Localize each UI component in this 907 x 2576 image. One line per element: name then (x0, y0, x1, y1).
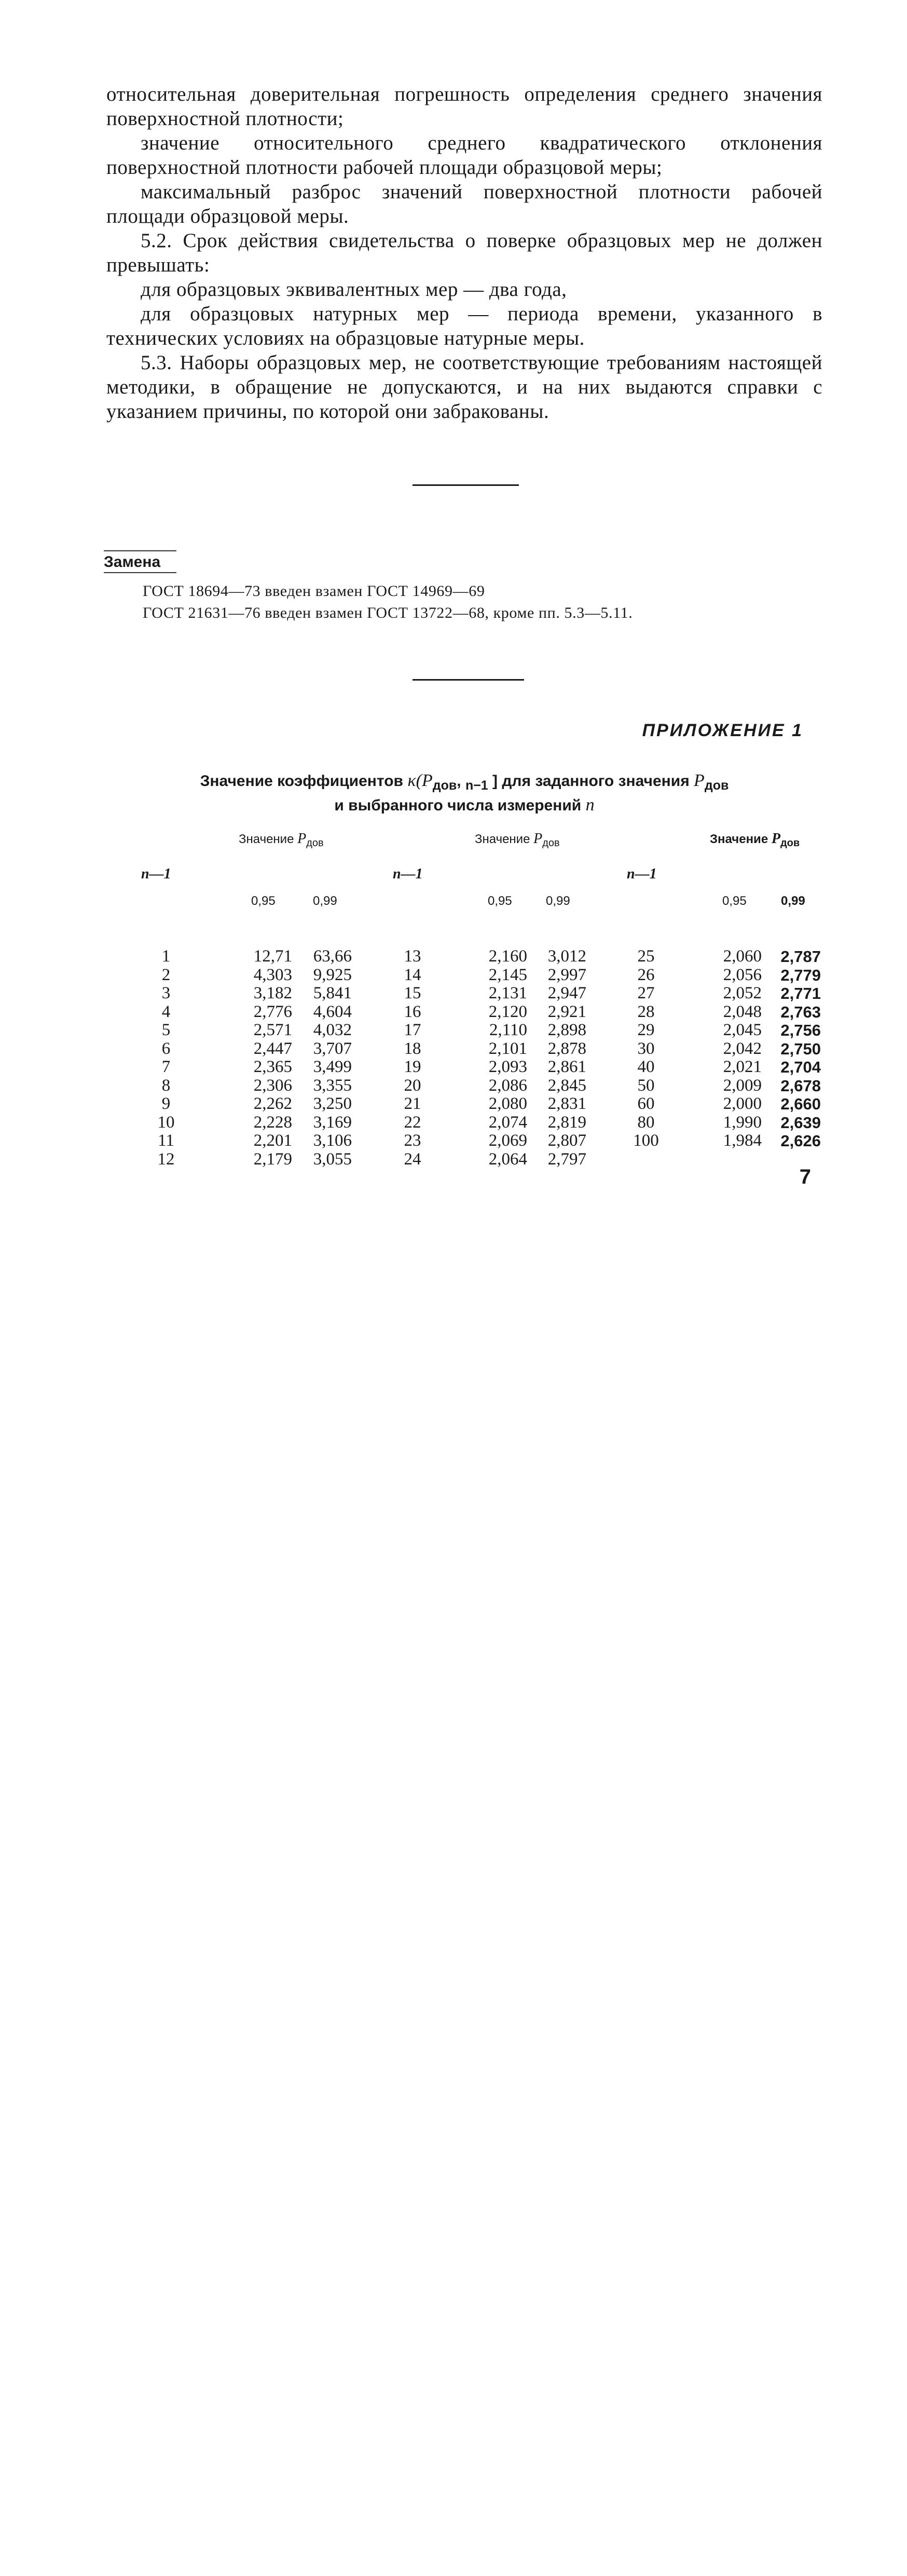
table-cell: 2,086 (488, 1076, 527, 1095)
table-cell: 2,704 (780, 1058, 821, 1076)
table-cell: 28 (637, 1002, 655, 1021)
table-cell: 2,787 (780, 947, 821, 966)
table-caption (106, 771, 822, 816)
group-header-2: Значение $P_{дов}$ (475, 831, 560, 849)
table-cell: 2,639 (780, 1113, 821, 1132)
table-cell: 2,101 (488, 1039, 527, 1058)
table-cell: 2,797 (547, 1149, 586, 1169)
table-cell: 2,763 (780, 1002, 821, 1021)
table-cell: 3,106 (313, 1131, 352, 1150)
prob-095-3: 0,95 (722, 894, 747, 908)
paragraph-2: значение относительного среднего квадратического отклонения поверхностной плотности рабочей площади образцовой меры; (106, 132, 822, 179)
table-cell: 2,021 (723, 1057, 762, 1076)
col-v99-block2 (532, 947, 586, 1169)
col-v95-block1 (238, 947, 292, 1169)
table-cell: 3,182 (253, 984, 292, 1002)
table-cell: 13 (404, 947, 421, 966)
col-v95-block2 (473, 947, 527, 1169)
table-cell: 2,626 (780, 1132, 821, 1150)
table-cell: 3,055 (313, 1149, 352, 1169)
page-number: 7 (799, 1165, 811, 1188)
table-cell: 2,045 (723, 1021, 762, 1039)
table-cell: 25 (637, 947, 655, 966)
table-cell: 2,779 (780, 966, 821, 984)
table-cell: 2,997 (547, 965, 586, 984)
paragraph-1: относительная доверительная погрешность определения среднего значения поверхностной плотности; (106, 83, 822, 130)
col-n-block3 (617, 947, 675, 1150)
table-cell: 80 (637, 1113, 655, 1132)
table-cell: 8 (161, 1076, 171, 1095)
table-cell: 2,074 (488, 1113, 527, 1132)
prob-095-1: 0,95 (251, 894, 276, 908)
table-cell: 50 (637, 1076, 655, 1095)
table-cell: 2 (161, 965, 171, 984)
table-cell: 14 (404, 965, 421, 984)
table-cell: 2,048 (723, 1002, 762, 1021)
table-cell: 2,861 (547, 1057, 586, 1076)
table-cell: 5 (161, 1021, 171, 1039)
paragraph-5-3: 5.3. Наборы образцовых мер, не соответствующие требованиям настоящей методики, в обращение не допускаются, и на них выдаются справки с указанием причины, по которой они забракованы. (106, 351, 822, 423)
appendix-title: ПРИЛОЖЕНИЕ 1 (642, 721, 803, 740)
table-cell: 2,947 (547, 984, 586, 1002)
table-cell: 60 (637, 1094, 655, 1113)
vline-5 (0, 1800, 907, 2119)
table-cell: 6 (161, 1039, 171, 1058)
zamena-heading: Замена (104, 550, 176, 573)
table-cell: 3,707 (313, 1039, 352, 1058)
group-header-3: Значение $P_{дов}$ (710, 831, 800, 849)
table-cell: 2,060 (723, 947, 762, 966)
table-cell: 2,898 (547, 1021, 586, 1039)
table-cell: 2,009 (723, 1076, 762, 1095)
table-cell: 2,845 (547, 1076, 586, 1095)
table-caption-line-2: и выбранного числа измерений n (334, 795, 595, 815)
table-cell: 22 (404, 1113, 421, 1132)
table-cell: 2,120 (488, 1002, 527, 1021)
table-cell: 2,110 (489, 1021, 527, 1039)
table-cell: 1 (161, 947, 171, 966)
table-cell: 3,250 (313, 1094, 352, 1113)
table-cell: 4 (161, 1002, 171, 1021)
table-cell: 3,169 (313, 1113, 352, 1132)
table-cell: 17 (404, 1021, 421, 1039)
table-cell: 11 (158, 1131, 174, 1150)
table-cell: 2,080 (488, 1094, 527, 1113)
zamena-line-2: ГОСТ 21631—76 введен взамен ГОСТ 13722—68, кроме пп. 5.3—5.11. (143, 604, 633, 621)
table-cell: 2,069 (488, 1131, 527, 1150)
table-cell: 2,807 (547, 1131, 586, 1150)
table-cell: 2,756 (780, 1021, 821, 1039)
paragraph-3: максимальный разброс значений поверхностной плотности рабочей площади образцовой меры. (106, 181, 822, 227)
table-cell: 2,678 (780, 1076, 821, 1095)
header-n-1: n—1 (141, 866, 171, 882)
table-cell: 2,052 (723, 984, 762, 1002)
section-divider-2 (413, 679, 524, 681)
table-cell: 3 (161, 984, 171, 1002)
table-cell: 15 (404, 984, 421, 1002)
header-n-3: n—1 (627, 866, 657, 882)
table-cell: 2,131 (488, 984, 527, 1002)
table-cell: 2,831 (547, 1094, 586, 1113)
vline-4 (0, 1431, 907, 1800)
table-cell: 2,042 (723, 1039, 762, 1058)
table-cell: 24 (404, 1149, 421, 1169)
table-cell: 5,841 (313, 984, 352, 1002)
table-cell: 10 (157, 1113, 175, 1132)
table-cell: 18 (404, 1039, 421, 1058)
table-cell: 2,056 (723, 965, 762, 984)
table-cell: 3,012 (547, 947, 586, 966)
col-n-block2 (384, 947, 441, 1169)
section-divider-1 (413, 484, 519, 486)
table-cell: 2,571 (253, 1021, 292, 1039)
table-cell: 2,145 (488, 965, 527, 984)
table-cell: 2,365 (253, 1057, 292, 1076)
table-cell: 3,499 (313, 1057, 352, 1076)
table-cell: 2,064 (488, 1149, 527, 1169)
table-cell: 2,093 (488, 1057, 527, 1076)
table-cell: 16 (404, 1002, 421, 1021)
table-cell: 100 (633, 1131, 659, 1150)
table-cell: 2,447 (253, 1039, 292, 1058)
table-cell: 2,819 (547, 1113, 586, 1132)
body-text (106, 82, 822, 424)
table-cell: 63,66 (313, 947, 352, 966)
table-cell: 30 (637, 1039, 655, 1058)
col-v99-block3 (766, 947, 821, 1150)
table-cell: 29 (637, 1021, 655, 1039)
table-cell: 40 (637, 1057, 655, 1076)
col-v95-block3 (709, 947, 762, 1150)
table-cell: 2,179 (253, 1149, 292, 1169)
table-cell: 26 (637, 965, 655, 984)
vline-6a (0, 2119, 907, 2487)
zamena-line-1: ГОСТ 18694—73 введен взамен ГОСТ 14969—69 (143, 582, 485, 600)
table-cell: 1,990 (723, 1113, 762, 1132)
table-cell: 12,71 (253, 947, 292, 966)
table-cell: 1,984 (723, 1131, 762, 1150)
table-cell: 2,771 (780, 984, 821, 1002)
prob-099-2: 0,99 (546, 894, 570, 908)
paragraph-5-2: 5.2. Срок действия свидетельства о поверке образцовых мер не должен превышать: (106, 229, 822, 276)
table-cell: 2,878 (547, 1039, 586, 1058)
prob-095-2: 0,95 (488, 894, 512, 908)
table-cell: 4,303 (253, 965, 292, 984)
table-cell: 4,032 (313, 1021, 352, 1039)
table-cell: 2,750 (780, 1039, 821, 1058)
table-caption-line-1: Значение коэффициентов $\kappa(P_{дов}$, $_{n-1}$ ] для заданного значения $P_{дов}$ (200, 771, 729, 793)
paragraph-5-2-b: для образцовых натурных мер — периода времени, указанного в технических условиях на образцовые натурные меры. (106, 303, 822, 349)
table-cell: 7 (161, 1057, 171, 1076)
table-cell: 9,925 (313, 965, 352, 984)
table-cell: 4,604 (313, 1002, 352, 1021)
group-header-1: Значение $P_{дов}$ (239, 831, 324, 849)
col-n-block1 (138, 947, 195, 1169)
table-cell: 2,306 (253, 1076, 292, 1095)
table-cell: 2,201 (253, 1131, 292, 1150)
vline-6b (0, 2487, 907, 2576)
prob-099-3: 0,99 (781, 894, 805, 908)
table-cell: 21 (404, 1094, 421, 1113)
prob-099-1: 0,99 (313, 894, 337, 908)
table-cell: 3,355 (313, 1076, 352, 1095)
table-cell: 19 (404, 1057, 421, 1076)
zamena-list (143, 580, 633, 624)
table-cell: 2,228 (253, 1113, 292, 1132)
table-cell: 27 (637, 984, 655, 1002)
paragraph-5-2-a: для образцовых эквивалентных мер — два года, (141, 278, 567, 301)
table-cell: 2,262 (253, 1094, 292, 1113)
table-cell: 2,000 (723, 1094, 762, 1113)
table-cell: 9 (161, 1094, 171, 1113)
table-cell: 20 (404, 1076, 421, 1095)
table-cell: 2,160 (488, 947, 527, 966)
col-v99-block1 (297, 947, 352, 1169)
table-cell: 2,776 (253, 1002, 292, 1021)
table-cell: 2,660 (780, 1095, 821, 1113)
header-n-2: n—1 (393, 866, 423, 882)
table-cell: 23 (404, 1131, 421, 1150)
table-cell: 2,921 (547, 1002, 586, 1021)
table-cell: 12 (157, 1149, 175, 1169)
